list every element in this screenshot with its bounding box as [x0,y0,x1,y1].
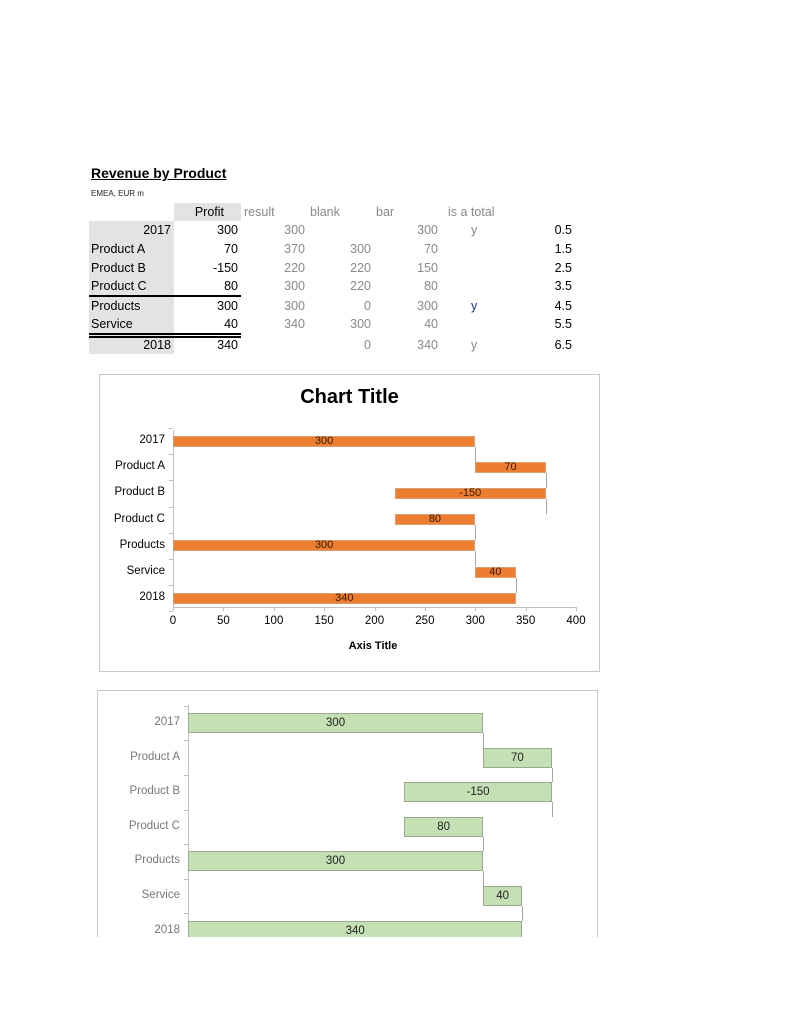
row-profit[interactable]: 340 [217,338,238,352]
row-profit[interactable]: -150 [212,261,238,275]
x-tick [324,607,325,611]
row-pos[interactable]: 0.5 [554,223,572,237]
row-label: Service [91,317,133,331]
row-blank[interactable]: 220 [350,261,371,275]
x-axis-tick-label: 350 [516,615,536,627]
y-axis-label: 2017 [154,716,180,728]
x-tick [274,607,275,611]
row-bar[interactable]: 150 [417,261,438,275]
data-label[interactable]: 40 [496,890,510,902]
connector-line [475,447,476,462]
y-axis-label: 2018 [139,591,165,604]
data-label[interactable]: 300 [325,855,346,868]
y-tick [169,454,173,455]
row-pos[interactable]: 6.5 [554,338,572,352]
data-label[interactable]: -150 [466,786,490,799]
y-axis-label: Product C [128,819,180,832]
x-axis-tick-label: 100 [264,615,284,627]
total-double-rule-top [89,333,241,335]
data-label[interactable]: 300 [325,717,346,729]
x-axis-tick-label: 200 [364,615,385,627]
row-result[interactable]: 340 [284,317,305,331]
row-bar[interactable]: 80 [424,279,438,293]
y-tick [184,879,188,880]
row-profit[interactable]: 300 [217,299,238,313]
y-tick [184,810,188,811]
connector-line [546,499,547,514]
row-is-total[interactable]: y [471,338,478,352]
y-tick [184,913,188,914]
y-tick [184,740,188,741]
y-axis-label: Product B [114,486,165,499]
row-label: Product C [91,279,147,293]
row-blank[interactable]: 0 [364,338,371,352]
connector-line [546,473,547,488]
row-pos[interactable]: 1.5 [554,242,572,256]
y-tick [169,611,173,612]
y-tick [169,428,173,429]
y-axis-line [173,430,174,607]
row-result[interactable]: 370 [284,242,305,256]
data-label[interactable]: 340 [345,924,365,937]
row-bar[interactable]: 300 [417,223,438,237]
y-axis-line [188,705,189,951]
row-result[interactable] [250,336,305,354]
connector-line [522,906,523,921]
data-label[interactable]: 80 [437,820,451,833]
data-label[interactable]: 40 [489,565,502,578]
row-pos[interactable]: 4.5 [554,299,572,313]
x-axis-tick-label: 300 [465,615,485,627]
row-blank[interactable]: 220 [350,279,371,293]
row-label: Product A [91,242,146,256]
header-is-total: is a total [448,205,495,219]
connector-line [475,525,476,540]
row-label: Product B [91,261,146,275]
x-tick [173,607,174,611]
connector-line [552,768,553,783]
connector-line [516,578,517,593]
row-profit[interactable]: 80 [224,279,238,293]
row-blank[interactable]: 300 [350,317,371,331]
y-axis-label: Products [119,538,165,551]
row-label: 2018 [143,338,171,352]
chart-title[interactable]: Chart Title [300,386,399,408]
header-result: result [244,205,275,219]
waterfall-chart-green[interactable] [97,690,598,951]
row-result[interactable]: 300 [284,279,305,293]
row-result[interactable]: 220 [284,261,305,275]
y-tick [169,507,173,508]
data-label[interactable]: 300 [314,539,334,552]
row-profit[interactable]: 300 [217,223,238,237]
row-is-total[interactable]: y [471,223,478,237]
y-axis-label: Products [134,854,180,867]
row-bar[interactable]: 340 [417,338,438,352]
row-bar[interactable]: 300 [417,299,438,313]
row-blank[interactable]: 0 [364,299,371,313]
waterfall-chart-orange[interactable] [99,374,600,672]
x-axis-tick-label: 150 [314,615,334,627]
x-axis-tick-label: 250 [415,615,435,627]
x-axis-tick-label: 0 [169,615,177,627]
x-tick [223,607,224,611]
data-label[interactable]: 70 [511,751,524,764]
y-tick [169,480,173,481]
y-tick [184,706,188,707]
header-bar: bar [376,205,395,219]
data-label[interactable]: 70 [504,460,517,473]
y-tick [184,775,188,776]
header-blank: blank [310,205,340,219]
x-axis-title[interactable]: Axis Title [348,640,398,652]
y-axis-label: Product A [115,460,165,473]
y-axis-label: Product A [130,750,180,763]
row-is-total[interactable]: y [471,299,478,313]
row-blank[interactable]: 300 [350,242,371,256]
y-tick [184,844,188,845]
page-cutoff [0,937,790,1023]
data-label[interactable]: 340 [335,591,354,604]
y-axis-label: 2018 [154,923,180,936]
data-label[interactable]: 300 [314,434,334,447]
row-label: 2017 [143,223,171,237]
row-label: Products [91,299,141,313]
y-tick [169,559,173,560]
y-axis-label: Product B [129,785,180,798]
sheet-subtitle: EMEA, EUR m [91,189,144,198]
x-tick [375,607,376,611]
row-result[interactable]: 300 [284,223,305,237]
connector-line [483,837,484,852]
row-profit[interactable]: 70 [224,242,238,256]
row-result[interactable]: 300 [284,299,305,313]
row-pos[interactable]: 2.5 [554,261,572,275]
data-label[interactable]: -150 [459,486,482,499]
x-axis-tick-label: 50 [216,615,230,627]
sheet-title: Revenue by Product [91,165,227,181]
row-pos[interactable]: 3.5 [554,279,572,293]
y-axis-label: 2017 [139,434,165,446]
header-profit: Profit [194,205,224,219]
connector-line [475,551,476,566]
row-profit[interactable]: 40 [224,317,238,331]
x-tick [526,607,527,611]
row-blank[interactable] [316,221,371,239]
y-tick [169,585,173,586]
y-axis-label: Service [141,889,180,901]
connector-line [552,802,553,817]
data-label[interactable]: 80 [428,513,442,526]
x-tick [425,607,426,611]
row-pos[interactable]: 5.5 [554,317,572,331]
x-axis-tick-label: 400 [566,615,586,627]
y-axis-label: Service [126,565,165,577]
x-tick [576,607,577,611]
x-tick [475,607,476,611]
row-bar[interactable]: 70 [424,242,438,256]
y-axis-label: Product C [113,512,165,525]
y-tick [169,533,173,534]
row-bar[interactable]: 40 [424,317,438,331]
